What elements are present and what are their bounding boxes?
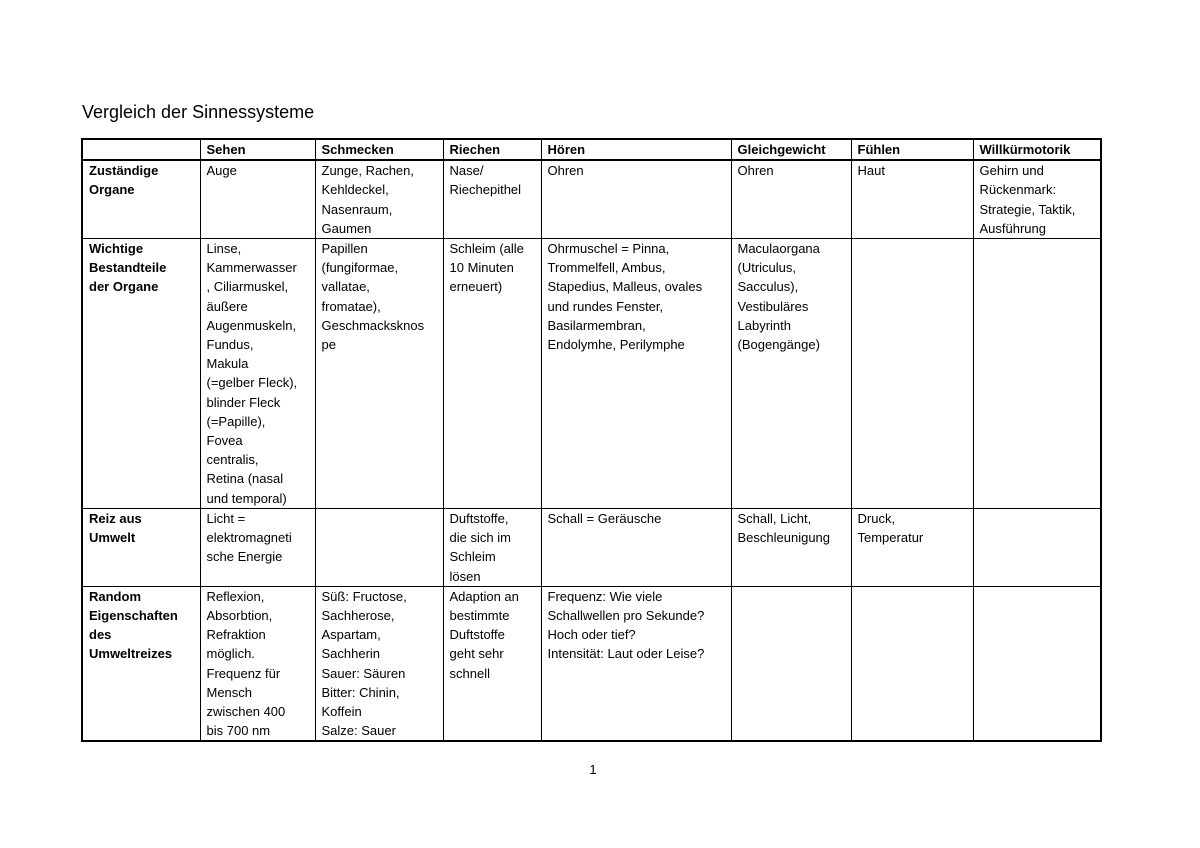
- table-cell: Ohren: [731, 160, 851, 238]
- header-cell-fuehlen: Fühlen: [851, 139, 973, 160]
- table-cell: Frequenz: Wie viele Schallwellen pro Sekunde? Hoch oder tief? Intensität: Laut oder Leise?: [541, 586, 731, 741]
- table-row: [82, 509, 1101, 587]
- table-row: [82, 239, 1101, 509]
- table-cell: [851, 586, 973, 741]
- table-cell: Gehirn und Rückenmark: Strategie, Taktik, Ausführung: [973, 160, 1101, 238]
- header-cell-willkuermotorik: Willkürmotorik: [973, 139, 1101, 160]
- table-cell: Papillen (fungiformae, vallatae, fromatae), Geschmacksknos pe: [315, 239, 443, 509]
- table-cell: [731, 586, 851, 741]
- header-cell-schmecken: Schmecken: [315, 139, 443, 160]
- table-cell: Zunge, Rachen, Kehldeckel, Nasenraum, Gaumen: [315, 160, 443, 238]
- row-label: Zuständige Organe: [82, 160, 200, 238]
- table-cell: Schleim (alle 10 Minuten erneuert): [443, 239, 541, 509]
- table-cell: Auge: [200, 160, 315, 238]
- page-number: 1: [589, 762, 597, 777]
- header-cell-gleichgewicht: Gleichgewicht: [731, 139, 851, 160]
- table-cell: Süß: Fructose, Sachherose, Aspartam, Sachherin Sauer: Säuren Bitter: Chinin, Koffein Salze: Sauer: [315, 586, 443, 741]
- table-row: [82, 160, 1101, 238]
- header-cell-hoeren: Hören: [541, 139, 731, 160]
- table-cell: Adaption an bestimmte Duftstoffe geht sehr schnell: [443, 586, 541, 741]
- table-cell: [315, 509, 443, 587]
- table-cell: [973, 239, 1101, 509]
- header-cell-riechen: Riechen: [443, 139, 541, 160]
- table-cell: Schall = Geräusche: [541, 509, 731, 587]
- table-cell: Haut: [851, 160, 973, 238]
- row-label: Wichtige Bestandteile der Organe: [82, 239, 200, 509]
- table-cell: Schall, Licht, Beschleunigung: [731, 509, 851, 587]
- table-cell: Nase/ Riechepithel: [443, 160, 541, 238]
- header-cell-corner: [82, 139, 200, 160]
- table-cell: Ohren: [541, 160, 731, 238]
- row-label: Random Eigenschaften des Umweltreizes: [82, 586, 200, 741]
- table-cell: [973, 586, 1101, 741]
- row-label: Reiz aus Umwelt: [82, 509, 200, 587]
- table-cell: Maculaorgana (Utriculus, Sacculus), Vestibuläres Labyrinth (Bogengänge): [731, 239, 851, 509]
- table-row: [82, 586, 1101, 741]
- comparison-table: [81, 138, 1102, 742]
- table-cell: [973, 509, 1101, 587]
- table-cell: Ohrmuschel = Pinna, Trommelfell, Ambus, Stapedius, Malleus, ovales und rundes Fenster, Basilarmembran, Endolymhe, Perilymphe: [541, 239, 731, 509]
- table-cell: Druck, Temperatur: [851, 509, 973, 587]
- table-cell: Duftstoffe, die sich im Schleim lösen: [443, 509, 541, 587]
- table-header-row: [82, 139, 1101, 160]
- header-cell-sehen: Sehen: [200, 139, 315, 160]
- document-title: Vergleich der Sinnessysteme: [82, 102, 315, 122]
- table-cell: [851, 239, 973, 509]
- table-cell: Linse, Kammerwasser , Ciliarmuskel, äußere Augenmuskeln, Fundus, Makula (=gelber Fleck), blinder Fleck (=Papille), Fovea centralis, Retina (nasal und temporal): [200, 239, 315, 509]
- table-cell: Licht = elektromagneti sche Energie: [200, 509, 315, 587]
- table-cell: Reflexion, Absorbtion, Refraktion möglich. Frequenz für Mensch zwischen 400 bis 700 nm: [200, 586, 315, 741]
